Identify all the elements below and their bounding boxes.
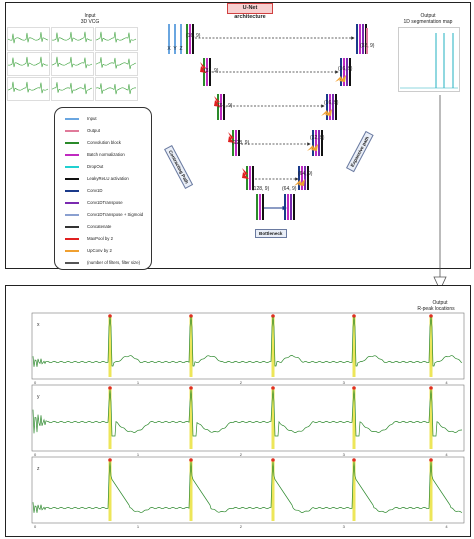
r-peak-marker xyxy=(352,458,356,462)
bottleneck-label: Bottleneck xyxy=(255,229,287,238)
ecg-x-tick: 1 xyxy=(136,380,140,385)
legend-label: Batch normalization xyxy=(87,152,125,157)
legend-swatch xyxy=(65,202,79,204)
legend-swatch xyxy=(65,166,79,168)
legend-label: Conv1DTranspose xyxy=(87,200,123,205)
legend-label: Convolution block xyxy=(87,140,121,145)
legend-label: LeakyReLU activation xyxy=(87,176,129,181)
conv-block-bar xyxy=(192,24,194,54)
ecg-x-tick: 0 xyxy=(34,380,37,385)
legend-label: (number of filters, filter size) xyxy=(87,260,141,265)
r-peak-highlight xyxy=(109,387,112,449)
block-label: (128, 9) xyxy=(232,140,250,146)
block-label: (128, 9) xyxy=(252,186,270,192)
conv-block-bar xyxy=(304,166,306,190)
legend-item xyxy=(65,116,97,122)
legend-label: Input xyxy=(87,116,97,121)
input-title: Input xyxy=(84,13,96,19)
legend-item xyxy=(65,152,125,158)
legend-label: Output xyxy=(87,128,100,133)
ecg-x-tick: 2 xyxy=(239,452,242,457)
conv-block-bar xyxy=(186,24,188,54)
unet-diagram xyxy=(160,14,392,244)
legend-item xyxy=(65,176,129,182)
r-peak-highlight xyxy=(190,387,193,449)
ecg-axes xyxy=(32,385,464,451)
output-bar xyxy=(366,28,368,54)
conv-block-bar xyxy=(356,24,358,54)
legend-item xyxy=(65,164,103,170)
legend-item xyxy=(65,212,143,218)
conv-block-bar xyxy=(332,94,334,120)
block-label: (32, 9) xyxy=(310,135,325,141)
ecg-x-tick: 1 xyxy=(136,452,140,457)
conv-block-bar xyxy=(315,130,317,156)
contracting-path-label: Contracting Path xyxy=(164,145,193,189)
conv-block-bar xyxy=(329,94,331,120)
conv-block-bar xyxy=(284,194,286,220)
r-peak-marker xyxy=(108,458,112,462)
r-peak-marker xyxy=(271,458,275,462)
output-subtitle: 1D segmentation map xyxy=(403,19,453,25)
legend xyxy=(54,107,152,270)
block-label: (16, 9) xyxy=(338,66,353,72)
legend-item xyxy=(65,224,111,230)
ecg-lead-label: x xyxy=(37,322,40,328)
ecg-x-tick: 3 xyxy=(342,524,345,529)
conv-block-bar xyxy=(335,94,337,120)
conv-block-bar xyxy=(346,58,348,86)
r-peak-marker xyxy=(189,458,193,462)
legend-swatch xyxy=(65,250,79,252)
r-peak-highlight xyxy=(353,459,356,521)
legend-swatch xyxy=(65,142,79,144)
legend-item xyxy=(65,188,103,194)
legend-swatch xyxy=(65,154,79,156)
legend-item xyxy=(65,260,140,266)
legend-item xyxy=(65,200,123,206)
ecg-rows xyxy=(28,312,468,534)
conv-block-bar xyxy=(290,194,292,220)
input-axis-z: Z xyxy=(179,46,183,52)
input-axis-x: X xyxy=(167,46,171,52)
ecg-x-tick: 4 xyxy=(445,452,448,457)
legend-item xyxy=(65,128,100,134)
conv-block-bar xyxy=(249,166,251,190)
conv-block-bar xyxy=(262,194,264,220)
ecg-x-tick: 4 xyxy=(445,524,448,529)
ecg-x-tick: 0 xyxy=(34,524,37,529)
conv-block-bar xyxy=(287,194,289,220)
legend-swatch xyxy=(65,238,79,240)
legend-swatch xyxy=(65,130,79,132)
r-peak-highlight xyxy=(430,387,433,449)
ecg-x-tick: 4 xyxy=(445,380,448,385)
r-peak-highlight xyxy=(272,459,275,521)
ecg-x-tick: 1 xyxy=(136,524,140,529)
diagram-title: U-Net architecture xyxy=(227,3,273,14)
conv-block-bar xyxy=(298,166,300,190)
r-peak-marker xyxy=(429,386,433,390)
ecg-x-tick: 3 xyxy=(342,380,345,385)
ecg-x-tick: 0 xyxy=(34,452,37,457)
legend-swatch xyxy=(65,262,79,264)
legend-label: Concatenate xyxy=(87,224,112,229)
conv-block-bar xyxy=(301,166,303,190)
legend-label: MaxPool by 2 xyxy=(87,236,114,241)
r-peak-highlight xyxy=(190,459,193,521)
block-label: (32, 9) xyxy=(360,43,375,49)
block-label: (64, 9) xyxy=(298,171,313,177)
conv-block-bar xyxy=(318,130,320,156)
legend-swatch xyxy=(65,118,79,120)
ecg-lead-label: y xyxy=(37,394,40,400)
legend-swatch xyxy=(65,190,79,192)
conv-block-bar xyxy=(326,94,328,120)
output-title: Output xyxy=(420,13,436,19)
conv-block-bar xyxy=(312,130,314,156)
ecg-axes xyxy=(32,313,464,379)
r-peak-highlight xyxy=(430,459,433,521)
r-peak-marker xyxy=(189,386,193,390)
conv-block-bar xyxy=(362,24,364,54)
r-peak-highlight xyxy=(272,387,275,449)
r-peak-highlight xyxy=(109,459,112,521)
rpeak-title: Output xyxy=(432,300,448,306)
block-label: (64, 9) xyxy=(218,103,233,109)
legend-label: UpConv by 2 xyxy=(87,248,112,253)
legend-item xyxy=(65,248,112,254)
segmentation-map-plot xyxy=(398,27,460,93)
output-connector xyxy=(430,95,450,295)
conv-block-bar xyxy=(321,130,323,156)
rpeak-subtitle: R-peak locations xyxy=(417,306,455,312)
conv-block-bar xyxy=(359,24,361,54)
conv-block-bar xyxy=(293,194,295,220)
legend-swatch xyxy=(65,226,79,228)
r-peak-marker xyxy=(352,386,356,390)
conv-block-bar xyxy=(340,58,342,86)
legend-label: DropOut xyxy=(87,164,104,169)
ecg-x-tick: 3 xyxy=(342,452,345,457)
conv-block-bar xyxy=(189,24,191,54)
r-peak-highlight xyxy=(353,387,356,449)
legend-label: Conv1DTranspose + Sigmoid xyxy=(87,212,144,217)
block-label: (64, 9) xyxy=(282,186,297,192)
ecg-axes xyxy=(32,457,464,523)
r-peak-marker xyxy=(271,386,275,390)
r-peak-marker xyxy=(108,386,112,390)
expansive-path-label: Expansive path xyxy=(346,131,374,172)
ecg-x-tick: 2 xyxy=(239,380,242,385)
conv-block-bar xyxy=(349,58,351,86)
input-axis-y: Y xyxy=(173,46,177,52)
legend-swatch xyxy=(65,214,79,216)
block-label: (16, 9) xyxy=(324,100,339,106)
r-peak-marker xyxy=(429,458,433,462)
block-label: (16, 9) xyxy=(186,33,201,39)
legend-item xyxy=(65,236,113,242)
block-label: (32, 9) xyxy=(204,68,219,74)
input-vcg-plot xyxy=(7,27,140,101)
legend-item xyxy=(65,140,121,146)
ecg-x-tick: 2 xyxy=(239,524,242,529)
conv-block-bar xyxy=(307,166,309,190)
input-subtitle: 3D VCG xyxy=(80,19,100,25)
ecg-lead-label: z xyxy=(37,466,40,472)
legend-swatch xyxy=(65,178,79,180)
conv-block-bar xyxy=(256,194,258,220)
conv-block-bar xyxy=(259,194,261,220)
legend-label: Conv1D xyxy=(87,188,103,193)
